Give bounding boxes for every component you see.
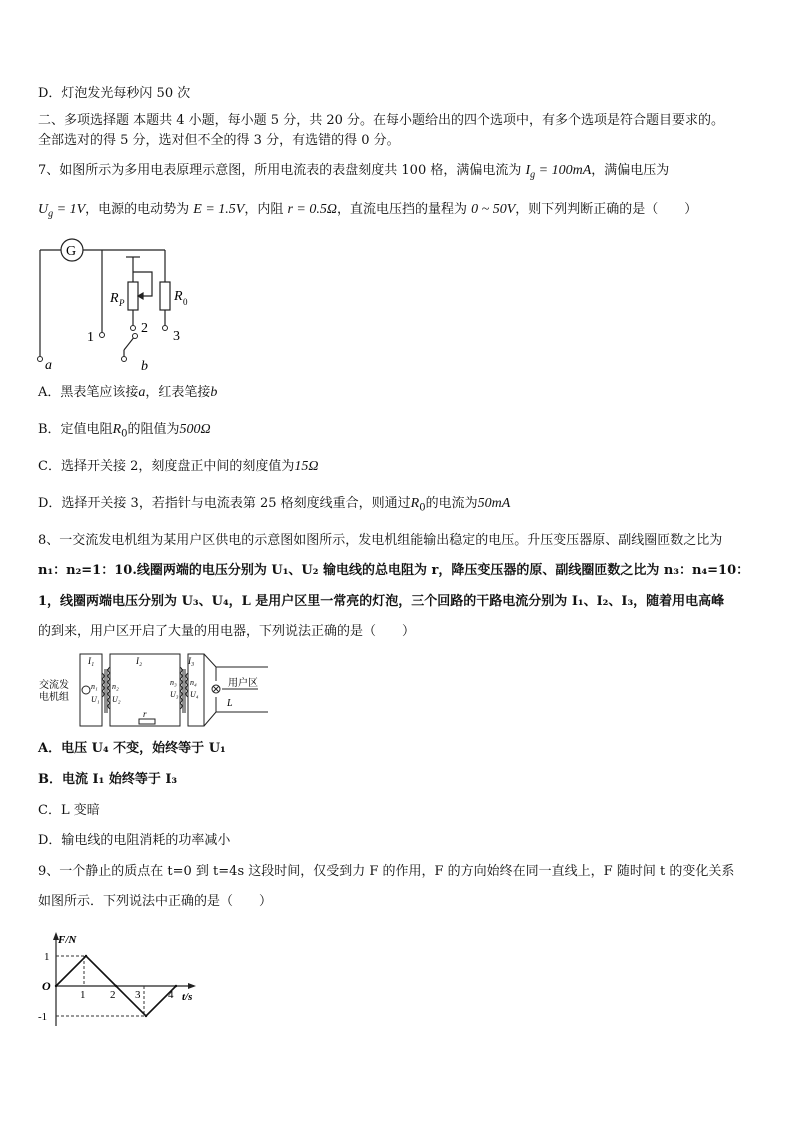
terminal-2-label: 2 — [141, 321, 148, 336]
q7-text: ，内阻 — [244, 202, 288, 217]
r0-sub: 0 — [183, 297, 188, 307]
math-r0: R — [410, 496, 420, 511]
line-resistor — [139, 719, 155, 724]
math-r0-sub: 0 — [419, 502, 426, 514]
option-text: A．黑表笔应该接 — [38, 385, 139, 400]
math-r0: R — [112, 422, 122, 437]
x-tick-4: 4 — [168, 989, 174, 1001]
option-text: ，红表笔接 — [145, 385, 211, 400]
q9-stem-line2: 如图所示．下列说法中正确的是（ ） — [38, 894, 273, 909]
origin-label: O — [42, 979, 51, 993]
x-axis-arrow — [188, 983, 196, 989]
r-label: r — [143, 709, 147, 719]
force-data-point — [85, 955, 87, 957]
force-data-point — [145, 1015, 147, 1017]
math-500: 500Ω — [179, 422, 211, 437]
y-tick-1: 1 — [44, 951, 50, 963]
generator-label-2: 电机组 — [39, 692, 69, 703]
n4-label: n₄ — [190, 678, 197, 687]
q7-text: ，直流电压挡的量程为 — [337, 202, 472, 217]
q8-option-b: B．电流 I₁ 始终等于 I₃ — [38, 772, 178, 787]
q7-ig-val: = 100mA — [535, 163, 592, 178]
x-tick-2: 2 — [110, 989, 116, 1001]
rp-sub: P — [119, 298, 125, 308]
generator-label-1: 交流发 — [39, 680, 69, 691]
user-area-label: 用户区 — [228, 678, 258, 689]
n1-label: n₁ — [91, 682, 98, 691]
q7-option-b — [38, 422, 211, 443]
force-data-point — [115, 985, 117, 987]
q7-r: r = 0.5Ω — [287, 202, 337, 217]
q8-power-transmission-diagram — [36, 651, 276, 733]
q7-stem-line2 — [38, 202, 697, 223]
x-axis-label: t/s — [182, 991, 193, 1003]
y-tick-neg1: -1 — [38, 1011, 48, 1023]
r0-resistor — [160, 282, 170, 310]
terminal-3-label: 3 — [173, 329, 180, 344]
q8-stem-line2: n₁：n₂=1：10.线圈两端的电压分别为 U₁、U₂ 输电线的总电阻为 r，降压变压器的原、副线圈匝数之比为 n₃：n₄=10： — [38, 563, 750, 578]
terminal-a-label: a — [45, 358, 52, 372]
q7-multimeter-circuit — [30, 232, 200, 372]
i2-label: I₂ — [136, 656, 143, 666]
q9-stem-line1: 9、一个静止的质点在 t=0 到 t=4s 这段时间，仅受到力 F 的作用，F 的方向始终在同一直线上，F 随时间 t 的变化关系 — [38, 864, 735, 879]
x-tick-1: 1 — [80, 989, 86, 1001]
prev-option-d: D．灯泡发光每秒闪 50 次 — [38, 86, 191, 101]
u4-label: U₄ — [190, 690, 199, 699]
option-text: 的电流为 — [425, 496, 478, 511]
math-r0-sub: 0 — [121, 428, 128, 440]
q7-range: 0 ~ 50V — [471, 202, 516, 217]
q7-text: 7、如图所示为多用电表原理示意图，所用电流表的表盘刻度共 100 格，满偏电流为 — [38, 163, 526, 178]
q9-force-time-graph — [34, 928, 204, 1032]
g-label: G — [66, 244, 77, 259]
q7-text: ，电源的电动势为 — [85, 202, 194, 217]
q7-ig: I — [525, 163, 531, 178]
math-15: 15Ω — [294, 459, 319, 474]
q7-ug-val: = 1V — [53, 202, 86, 217]
terminal-b-label: b — [141, 359, 148, 372]
section2-line1: 二、多项选择题 本题共 4 小题，每小题 5 分，共 20 分。在每小题给出的四个选项中，有多个选项是符合题目要求的。 — [38, 113, 725, 128]
q8-stem-line3: 1，线圈两端电压分别为 U₃、U₄，L 是用户区里一常亮的灯泡，三个回路的干路电流分别为 I₁、I₂、I₃，随着用电高峰 — [38, 594, 725, 609]
terminal-1-label: 1 — [87, 330, 94, 345]
n2-label: n₂ — [112, 682, 119, 691]
q8-stem-line4: 的到来，用户区开启了大量的用电器，下列说法正确的是（ ） — [38, 624, 416, 639]
math-b: b — [210, 385, 218, 400]
q7-text: ，满偏电压为 — [591, 163, 670, 178]
force-data-point — [55, 985, 57, 987]
rp-label: R — [110, 291, 119, 306]
section2-line2: 全部选对的得 5 分，选对但不全的得 3 分，有选错的得 0 分。 — [38, 133, 400, 148]
q7-text: ，则下列判断正确的是（ ） — [515, 202, 698, 217]
r0-label: R — [174, 289, 183, 304]
q8-option-d: D．输电线的电阻消耗的功率减小 — [38, 833, 231, 848]
u2-label: U₂ — [112, 695, 121, 704]
q8-option-c: C．L 变暗 — [38, 803, 100, 818]
q7-stem-line1 — [38, 163, 669, 184]
q7-option-c — [38, 459, 318, 475]
q7-option-a — [38, 385, 217, 401]
u3-label: U₃ — [170, 690, 179, 699]
n3-label: n₃ — [170, 678, 177, 687]
option-text: D．选择开关接 3，若指针与电流表第 25 格刻度线重合，则通过 — [38, 496, 411, 511]
q7-ug: U — [38, 202, 49, 217]
rp-rheostat — [128, 282, 138, 310]
option-text: 的阻值为 — [127, 422, 180, 437]
i1-label: I₁ — [88, 656, 95, 666]
q7-e: E = 1.5V — [193, 202, 245, 217]
q7-ig-sub: g — [530, 169, 536, 181]
x-tick-3: 3 — [135, 989, 141, 1001]
math-50ma: 50mA — [477, 496, 511, 511]
math-a: a — [138, 385, 146, 400]
y-axis-label: F/N — [58, 934, 77, 946]
q8-option-a: A．电压 U₄ 不变，始终等于 U₁ — [38, 741, 226, 756]
option-text: B．定值电阻 — [38, 422, 113, 437]
generator-symbol — [82, 686, 90, 694]
q8-stem-line1: 8、一交流发电机组为某用户区供电的示意图如图所示，发电机组能输出稳定的电压。升压变压器原、副线圈匝数之比为 — [38, 533, 723, 548]
u1-label: U₁ — [91, 695, 100, 704]
q7-option-d — [38, 496, 510, 517]
lamp-l-label: L — [227, 698, 233, 709]
option-text: C．选择开关接 2，刻度盘正中间的刻度值为 — [38, 459, 295, 474]
force-data-point — [175, 985, 177, 987]
i3-label: I₃ — [188, 656, 195, 666]
q7-ug-sub: g — [48, 208, 54, 220]
